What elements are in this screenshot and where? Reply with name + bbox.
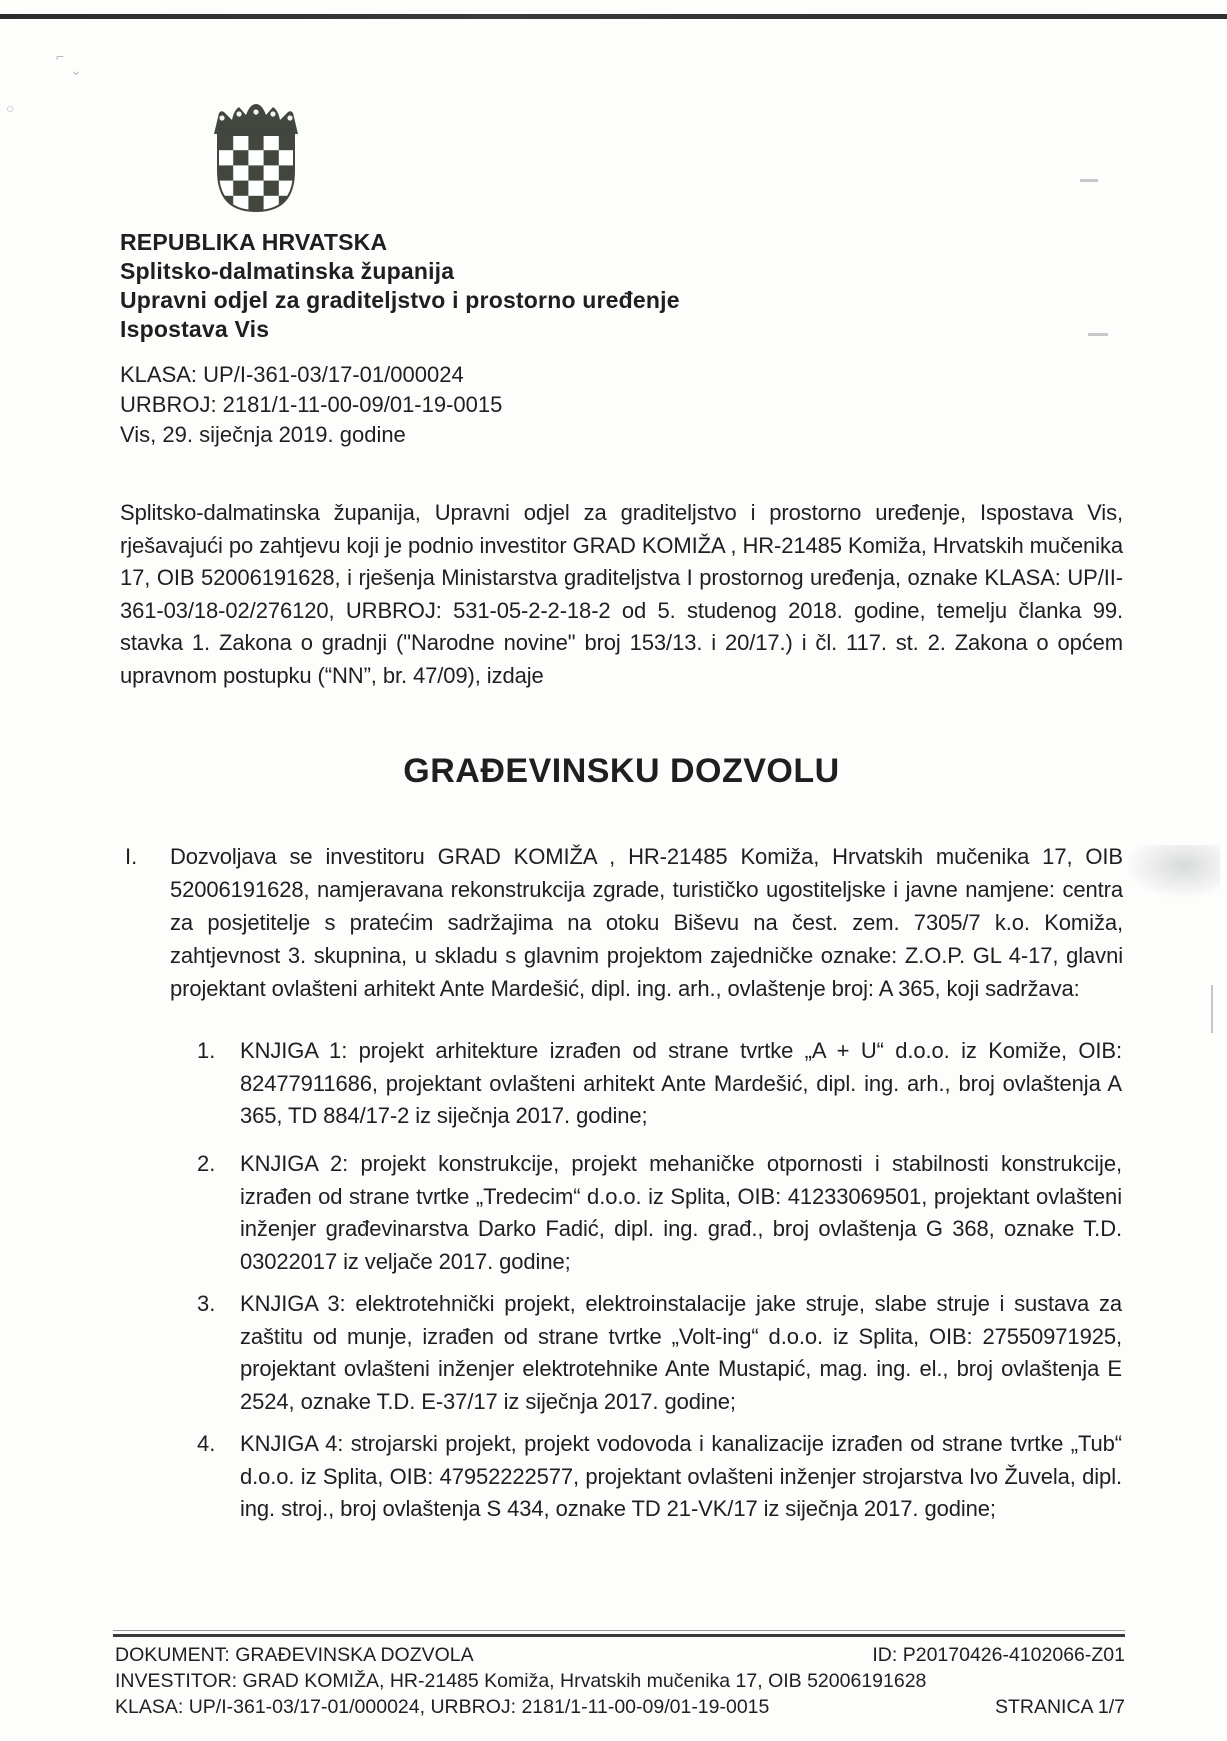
list-item-book-3 <box>197 1288 1122 1418</box>
section-1-text: Dozvoljava se investitoru GRAD KOMIŽA , HR-21485 Komiža, Hrvatskih mučenika 17, OIB 52006191628, namjeravana rekonstrukcija zgrade, turističko ugostiteljske i javne namjene: centra za posjetitelje s pratećim sadržajima na otoku Biševu na čest. zem. 7305/7 k.o. Komiža, zahtjevnost 3. skupnina, u skladu s glavnim projektom zajedničke oznake: Z.O.P. GL 4-17, glavni projektant ovlašteni arhitekt Ante Mardešić, dipl. ing. arh., ovlaštenje broj: A 365, koji sadržava: <box>170 844 1123 1001</box>
scan-edge-line <box>0 14 1227 19</box>
footer-divider <box>113 1634 1125 1637</box>
footer-document-id: ID: P20170426-4102066-Z01 <box>872 1644 1125 1666</box>
urbroj-line: URBROJ: 2181/1-11-00-09/01-19-0015 <box>120 392 503 417</box>
case-reference-block <box>120 360 502 450</box>
scan-speck: ⌐ <box>56 48 65 64</box>
klasa-line: KLASA: UP/I-361-03/17-01/000024 <box>120 362 464 387</box>
croatian-coat-of-arms <box>208 101 304 219</box>
list-item-number: 3. <box>197 1291 216 1316</box>
list-item-book-2 <box>197 1148 1122 1278</box>
authority-line-county: Splitsko-dalmatinska županija <box>120 258 455 284</box>
authority-line-country: REPUBLIKA HRVATSKA <box>120 229 388 255</box>
list-item-book-4 <box>197 1428 1122 1526</box>
section-1-numeral: I. <box>125 844 138 869</box>
coat-of-arms-graphic <box>208 101 304 219</box>
footer-row-3 <box>115 1694 1125 1720</box>
place-date-line: Vis, 29. siječnja 2019. godine <box>120 422 406 447</box>
list-item-text: KNJIGA 4: strojarski projekt, projekt vodovoda i kanalizacije izrađen od strane tvrtke „Tub“ d.o.o. iz Splita, OIB: 47952222577, projektant ovlašteni inženjer strojarstva Ivo Žuvela, dipl. ing. stroj., broj ovlaštenja S 434, oznake TD 21-VK/17 iz siječnja 2017. godine; <box>240 1431 1122 1521</box>
scan-dash <box>1088 333 1108 336</box>
footer-row-1 <box>115 1642 1125 1668</box>
list-item-number: 2. <box>197 1151 216 1176</box>
page-footer <box>115 1642 1125 1720</box>
issuing-authority-block <box>120 228 680 344</box>
footer-klasa-urbroj: KLASA: UP/I-361-03/17-01/000024, URBROJ: 2181/1-11-00-09/01-19-0015 <box>115 1696 770 1718</box>
authority-line-office: Ispostava Vis <box>120 316 270 342</box>
list-item-text: KNJIGA 1: projekt arhitekture izrađen od strane tvrtke „A + U“ d.o.o. iz Komiže, OIB: 82477911686, projektant ovlašteni arhitekt Ante Mardešić, dipl. ing. arh., broj ovlaštenja A 365, TD 884/17-2 iz siječnja 2017. godine; <box>240 1038 1122 1128</box>
scan-edge-artifact <box>1211 985 1213 1033</box>
scan-speck: ○ <box>6 100 15 116</box>
scan-smudge <box>1128 845 1220 897</box>
footer-row-2 <box>115 1668 1125 1694</box>
section-1 <box>125 840 1123 1005</box>
footer-investor-label: INVESTITOR: GRAD KOMIŽA, HR-21485 Komiža, Hrvatskih mučenika 17, OIB 52006191628 <box>115 1670 927 1692</box>
document-title: GRAĐEVINSKU DOZVOLU <box>403 752 840 790</box>
scan-dash <box>1080 179 1098 182</box>
footer-page-number: STRANICA 1/7 <box>994 1696 1125 1718</box>
list-item-number: 1. <box>197 1038 216 1063</box>
scan-speck: ⌄ <box>70 62 82 78</box>
footer-document-label: DOKUMENT: GRAĐEVINSKA DOZVOLA <box>115 1644 474 1666</box>
list-item-number: 4. <box>197 1431 216 1456</box>
list-item-text: KNJIGA 3: elektrotehnički projekt, elektroinstalacije jake struje, slabe struje i sustava za zaštitu od munje, izrađen od strane tvrtke „Volt-ing“ d.o.o. iz Splita, OIB: 27550971925, projektant ovlašteni inženjer elektrotehnike Ante Mustapić, mag. ing. el., broj ovlaštenja E 2524, oznake T.D. E-37/17 iz siječnja 2017. godine; <box>240 1291 1122 1414</box>
authority-line-department: Upravni odjel za graditeljstvo i prostorno uređenje <box>120 287 680 313</box>
intro-paragraph: Splitsko-dalmatinska županija, Upravni odjel za graditeljstvo i prostorno uređenje, Ispostava Vis, rješavajući po zahtjevu koji je podnio investitor GRAD KOMIŽA , HR-21485 Komiža, Hrvatskih mučenika 17, OIB 52006191628, i rješenja Ministarstva graditeljstva I prostornog uređenja, oznake KLASA: UP/II-361-03/18-02/276120, URBROJ: 531-05-2-2-18-2 od 5. studenog 2018. godine, temelju članka 99. stavka 1. Zakona o gradnji ("Narodne novine" broj 153/13. i 20/17.) i čl. 117. st. 2. Zakona o općem upravnom postupku (“NN”, br. 47/09), izdaje <box>120 500 1123 688</box>
list-item-book-1 <box>197 1035 1122 1133</box>
footer-divider-light <box>113 1630 1125 1631</box>
list-item-text: KNJIGA 2: projekt konstrukcije, projekt mehaničke otpornosti i stabilnosti konstrukcije, izrađen od strane tvrtke „Tredecim“ d.o.o. iz Splita, OIB: 41233069501, projektant ovlašteni inženjer građevinarstva Darko Fadić, dipl. ing. građ., broj ovlaštenja G 368, oznake T.D. 03022017 iz veljače 2017. godine; <box>240 1151 1122 1274</box>
